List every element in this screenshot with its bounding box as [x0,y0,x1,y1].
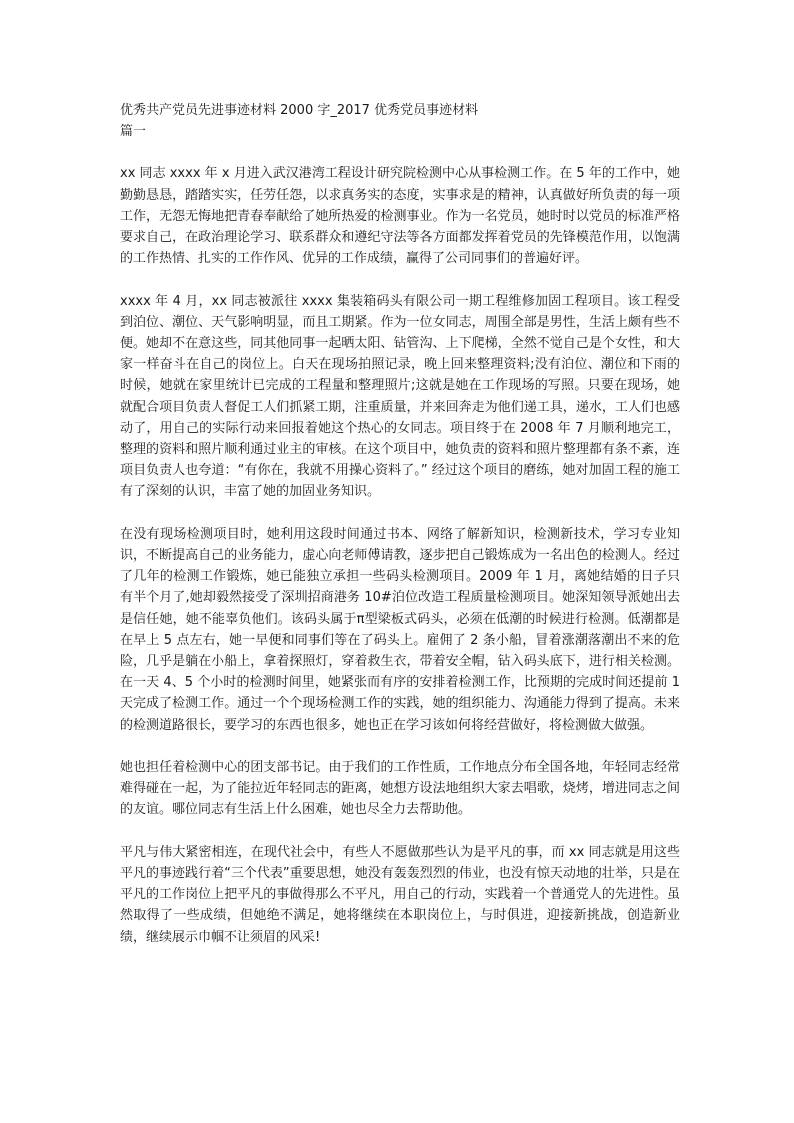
document-page [120,100,680,969]
document-title: 优秀共产党员先进事迹材料 2000 字_2017 优秀党员事迹材料 [120,103,479,118]
paragraph-4: 她也担任着检测中心的团支部书记。由于我们的工作性质，工作地点分布全国各地，年轻同志经常难得碰在一起，为了能拉近年轻同志的距离，她想方设法地组织大家去唱歌，烧烤，增进同志之间的友谊。哪位同志有生活上什么困难，她也尽全力去帮助他。 [120,760,680,818]
section-label: 篇一 [120,124,147,140]
paragraph-1: xx 同志 xxxx 年 x 月进入武汉港湾工程设计研究院检测中心从事检测工作。在 5 年的工作中，她勤勤恳恳，踏踏实实，任劳任怨，以求真务实的态度，实事求是的精神，认真做好所负责的每一项工作，无怨无悔地把青春奉献给了她所热爱的检测事业。作为一名党员，她时时以党员的标准严格要求自己，在政治理论学习、联系群众和遵纪守法等各方面都发挥着党员的先锋模范作用，以饱满的工作热情、扎实的工作作风、优异的工作成绩，赢得了公司同事们的普遍好评。 [120,166,680,267]
paragraph-3: 在没有现场检测项目时，她利用这段时间通过书本、网络了解新知识，检测新技术，学习专业知识，不断提高自己的业务能力，虚心向老师傅请教，逐步把自己锻炼成为一名出色的检测人。经过了几年的检测工作锻炼，她已能独立承担一些码头检测项目。2009 年 1 月，离她结婚的日子只有半个月了,她却毅然接受了深圳招商港务 10#泊位改造工程质量检测项目。她深知领导派她出去是信任她，她不能辜负他们。该码头属于π型梁板式码头，必须在低潮的时候进行检测。低潮都是在早上 5 点左右，她一早便和同事们等在了码头上。雇佣了 2 条小船，冒着涨潮落潮出不来的危险，几乎是躺在小船上，拿着探照灯，穿着救生衣，带着安全帽，钻入码头底下，进行相关检测。在一天 4、5 个小时的检测时间里，她紧张而有序的安排着检测工作，比预期的完成时间还提前 1 天完成了检测工作。通过一个个现场检测工作的实践，她的组织能力、沟通能力得到了提高。未来的检测道路很长，要学习的东西也很多，她也正在学习该如何将经营做好，将检测做大做强。 [120,526,680,733]
paragraph-5: 平凡与伟大紧密相连，在现代社会中，有些人不愿做那些认为是平凡的事，而 xx 同志就是用这些平凡的事迹践行着“三个代表”重要思想，她没有轰轰烈烈的伟业，也没有惊天动地的壮举，只是在平凡的工作岗位上把平凡的事做得那么不平凡，用自己的行动，实践着一个普通党人的先进性。虽然取得了一些成绩，但她绝不满足，她将继续在本职岗位上，与时俱进，迎接新挑战，创造新业绩，继续展示巾帼不让须眉的风采! [120,844,680,945]
paragraph-2: xxxx 年 4 月，xx 同志被派往 xxxx 集装箱码头有限公司一期工程维修加固工程项目。该工程受到泊位、潮位、天气影响明显，而且工期紧。作为一位女同志，周围全部是男性，生活上颇有些不便。她却不在意这些，同其他同事一起晒太阳、钻管沟、上下爬梯，全然不觉自己是个女性，和大家一样奋斗在自己的岗位上。白天在现场拍照记录，晚上回来整理资料;没有泊位、潮位和下雨的时候，她就在家里统计已完成的工程量和整理照片;这就是她在工作现场的写照。只要在现场，她就配合项目负责人督促工人们抓紧工期，注重质量，并来回奔走为他们递工具，递水，工人们也感动了，用自己的实际行动来回报着她这个热心的女同志。项目终于在 2008 年 7 月顺利地完工，整理的资料和照片顺利通过业主的审核。在这个项目中，她负责的资料和照片整理都有条不紊，连项目负责人也夸道：“有你在，我就不用操心资料了。” 经过这个项目的磨练，她对加固工程的施工有了深刻的认识，丰富了她的加固业务知识。 [120,293,680,500]
